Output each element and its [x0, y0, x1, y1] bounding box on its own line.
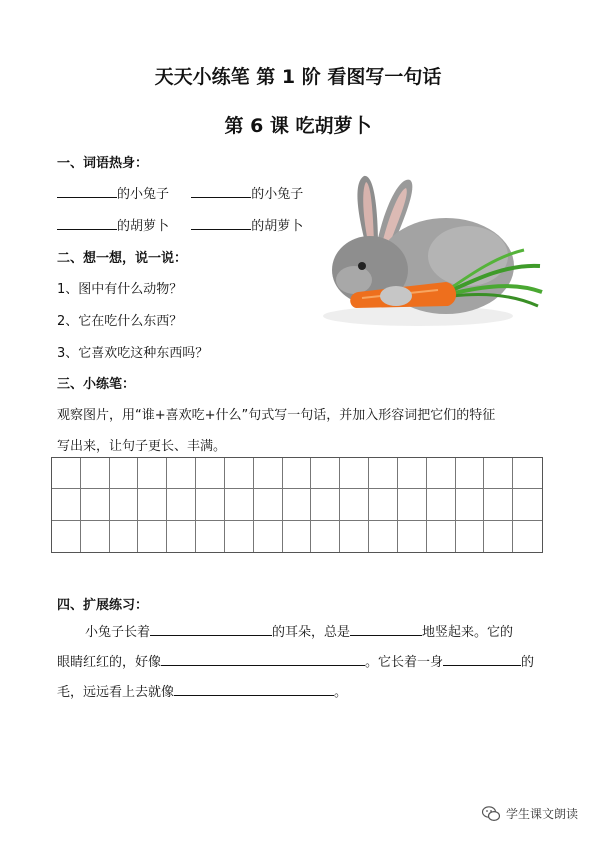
section-1-heading: 一、词语热身： [57, 156, 149, 171]
grid-cell[interactable] [456, 521, 485, 552]
grid-cell[interactable] [254, 458, 283, 489]
section-4-heading: 四、扩展练习： [57, 598, 149, 613]
grid-cell[interactable] [456, 458, 485, 489]
warmup-item: 的胡萝卜 [251, 219, 304, 234]
fill-blank[interactable] [174, 683, 334, 696]
instruction-line-2: 写出来，让句子更长、丰满。 [57, 439, 227, 454]
question-2: 2、它在吃什么东西？ [57, 314, 183, 329]
grid-cell[interactable] [340, 458, 369, 489]
wechat-icon [482, 806, 500, 822]
rabbit-carrot-illustration [318, 168, 546, 338]
fill-blank[interactable] [161, 653, 365, 666]
fill-blank[interactable] [57, 185, 117, 198]
grid-cell[interactable] [254, 521, 283, 552]
grid-cell[interactable] [311, 458, 340, 489]
instruction-line-1: 观察图片，用“谁+喜欢吃+什么”句式写一句话，并加入形容词把它们的特征 [57, 408, 496, 423]
grid-cell[interactable] [311, 489, 340, 520]
grid-cell[interactable] [52, 489, 81, 520]
watermark-text: 学生课文朗读 [505, 807, 578, 821]
grid-cell[interactable] [225, 458, 254, 489]
grid-cell[interactable] [81, 489, 110, 520]
fill-blank[interactable] [191, 217, 251, 230]
fill-blank[interactable] [57, 217, 117, 230]
grid-cell[interactable] [513, 458, 542, 489]
grid-cell[interactable] [398, 489, 427, 520]
section-3-heading: 三、小练笔： [57, 377, 136, 392]
paragraph-line-2: 眼睛红红的，好像 。它长着一身 的 [57, 655, 535, 670]
grid-cell[interactable] [167, 458, 196, 489]
question-1: 1、图中有什么动物？ [57, 282, 183, 297]
grid-cell[interactable] [513, 521, 542, 552]
paragraph-line-3: 毛，远远看上去就像 。 [57, 685, 348, 700]
grid-cell[interactable] [398, 458, 427, 489]
grid-cell[interactable] [311, 521, 340, 552]
lesson-title: 第 6 课 吃胡萝卜 [224, 115, 372, 137]
question-3: 3、它喜欢吃这种东西吗？ [57, 346, 209, 361]
grid-cell[interactable] [225, 521, 254, 552]
watermark [482, 805, 578, 822]
grid-cell[interactable] [225, 489, 254, 520]
grid-cell[interactable] [52, 458, 81, 489]
grid-cell[interactable] [283, 521, 312, 552]
grid-cell[interactable] [138, 489, 167, 520]
writing-grid[interactable] [51, 457, 543, 553]
grid-cell[interactable] [484, 489, 513, 520]
grid-cell[interactable] [283, 458, 312, 489]
grid-cell[interactable] [138, 458, 167, 489]
grid-cell[interactable] [167, 521, 196, 552]
extension-paragraph [57, 618, 543, 708]
fill-blank[interactable] [191, 185, 251, 198]
grid-cell[interactable] [196, 458, 225, 489]
grid-cell[interactable] [283, 489, 312, 520]
fill-blank[interactable] [350, 623, 422, 636]
warmup-item: 的小兔子 [251, 187, 304, 202]
grid-cell[interactable] [196, 521, 225, 552]
grid-cell[interactable] [110, 458, 139, 489]
grid-cell[interactable] [427, 489, 456, 520]
grid-cell[interactable] [254, 489, 283, 520]
grid-cell[interactable] [484, 521, 513, 552]
worksheet-title: 天天小练笔 第 1 阶 看图写一句话 [154, 66, 442, 88]
grid-cell[interactable] [110, 489, 139, 520]
grid-cell[interactable] [196, 489, 225, 520]
fill-blank[interactable] [150, 623, 272, 636]
grid-cell[interactable] [81, 458, 110, 489]
grid-cell[interactable] [340, 489, 369, 520]
grid-cell[interactable] [167, 489, 196, 520]
grid-cell[interactable] [52, 521, 81, 552]
grid-cell[interactable] [427, 521, 456, 552]
grid-cell[interactable] [456, 489, 485, 520]
warmup-item: 的小兔子 [117, 187, 170, 202]
section-2-heading: 二、想一想，说一说： [57, 251, 188, 266]
grid-cell[interactable] [110, 521, 139, 552]
grid-cell[interactable] [81, 521, 110, 552]
grid-cell[interactable] [398, 521, 427, 552]
fill-blank[interactable] [443, 653, 521, 666]
warmup-row-1 [57, 183, 303, 202]
warmup-row-2 [57, 215, 303, 234]
grid-cell[interactable] [369, 458, 398, 489]
grid-cell[interactable] [340, 521, 369, 552]
paragraph-line-1: 小兔子长着 的耳朵，总是 地竖起来。它的 [85, 625, 514, 640]
grid-cell[interactable] [513, 489, 542, 520]
grid-cell[interactable] [427, 458, 456, 489]
grid-cell[interactable] [369, 521, 398, 552]
warmup-item: 的胡萝卜 [117, 219, 170, 234]
grid-cell[interactable] [369, 489, 398, 520]
grid-cell[interactable] [138, 521, 167, 552]
grid-cell[interactable] [484, 458, 513, 489]
